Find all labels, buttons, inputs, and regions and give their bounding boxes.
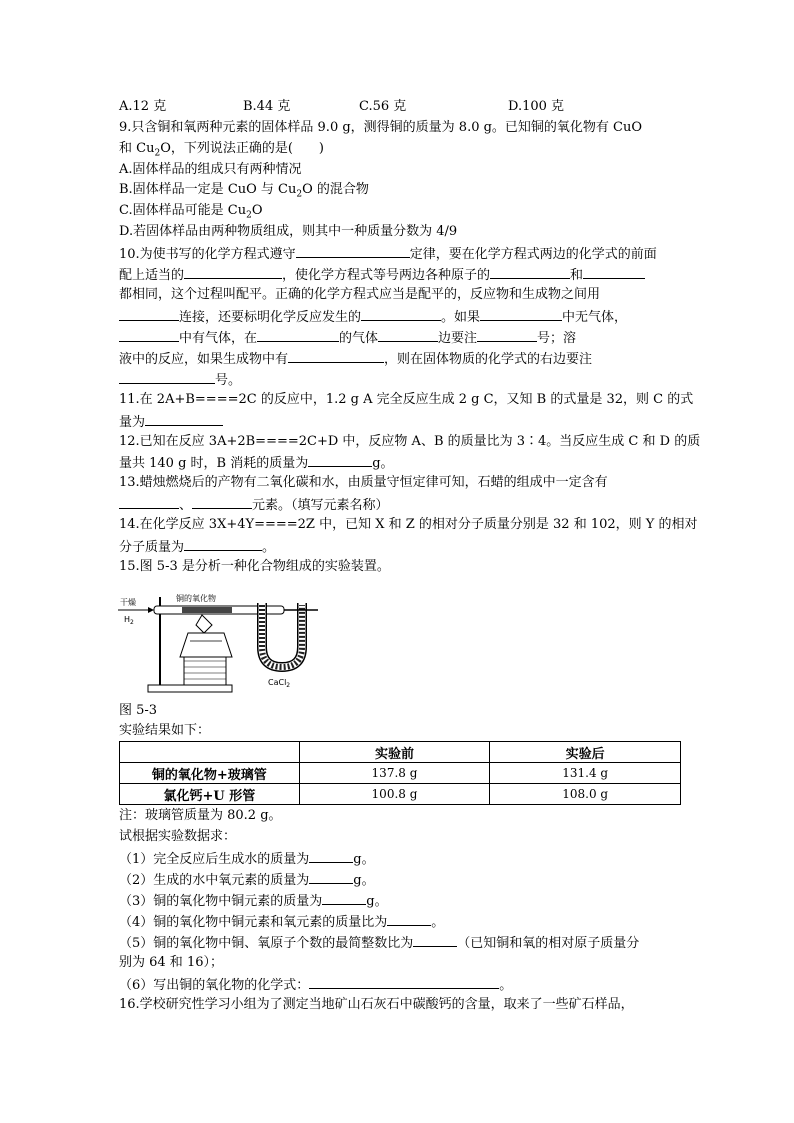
sub-question-2: （2）生成的水中氧元素的质量为 g。 — [119, 869, 375, 891]
q10-line4: 连接，还要标明化学反应发生的 。如果 中无气体， — [119, 306, 627, 328]
oxide-sample — [182, 607, 232, 613]
sub-question-3: （3）铜的氧化物中铜元素的质量为 g。 — [119, 890, 388, 912]
q10-line5: 中有气体，在 的气体 边要注 号；溶 — [119, 327, 576, 349]
q13-line2: 、 元素。（填写元素名称） — [119, 494, 389, 516]
table-row — [120, 784, 681, 805]
q10-line2: 配上适当的 ，使化学方程式等号两边各种原子的 和 — [119, 264, 645, 286]
q14-line1: 14.在化学反应 3X+4Y====2Z 中，已知 X 和 Z 的相对分子质量分别是 32 和 102，则 Y 的相对 — [119, 517, 698, 532]
result-intro: 实验结果如下： — [119, 723, 211, 738]
q13-line1: 13.蜡烛燃烧后的产物有二氧化碳和水，由质量守恒定律可知，石蜡的组成中一定含有 — [119, 475, 608, 490]
answer-blank[interactable] — [480, 306, 562, 321]
answer-blank[interactable] — [378, 327, 438, 342]
answer-blank[interactable] — [145, 411, 223, 426]
answer-blank[interactable] — [413, 932, 457, 947]
table-note: 注：玻璃管质量为 80.2 g。 — [119, 808, 282, 823]
table-cell: 100.8 g — [299, 784, 490, 805]
q8-option-a: A.12 克 — [119, 99, 167, 114]
q8-option-d: D.100 克 — [508, 99, 565, 114]
q8-option-c: C.56 克 — [359, 99, 407, 114]
q8-option-b: B.44 克 — [243, 99, 291, 114]
answer-blank[interactable] — [257, 327, 339, 342]
q15-title: 15.图 5-3 是分析一种化合物组成的实验装置。 — [119, 559, 390, 574]
answer-blank[interactable] — [477, 327, 537, 342]
row-label: 氯化钙+U 形管 — [120, 784, 300, 805]
q11-line2: 量为 — [119, 411, 223, 433]
q10-line3: 都相同，这个过程叫配平。正确的化学方程式应当是配平的，反应物和生成物之间用 — [119, 287, 601, 302]
q9-option-a: A.固体样品的组成只有两种情况 — [119, 162, 302, 177]
answer-blank[interactable] — [119, 306, 179, 321]
answer-blank[interactable] — [119, 327, 179, 342]
q9-option-c: C.固体样品可能是 $Cu_2O$ — [119, 203, 263, 221]
sub-question-6: （6）写出铜的氧化物的化学式： 。 — [119, 974, 512, 996]
q9-option-d: D.若固体样品由两种物质组成，则其中一种质量分数为 4/9 — [119, 224, 458, 239]
answer-blank[interactable] — [490, 264, 570, 279]
cacl2-label: CaCl$_2$ — [268, 678, 291, 689]
answer-blank[interactable] — [309, 848, 353, 863]
q12-line1: 12.已知在反应 3A+2B====2C+D 中，反应物 A、B 的质量比为 3∶4。当反应生成 C 和 D 的质 — [119, 434, 701, 449]
answer-blank[interactable] — [583, 264, 645, 279]
header-cell: 实验后 — [490, 742, 681, 763]
table-cell: 137.8 g — [299, 763, 490, 784]
table-header-row — [120, 742, 681, 763]
flame — [196, 615, 212, 633]
oxide-label: 铜的氧化物 — [176, 594, 216, 603]
answer-blank[interactable] — [322, 890, 366, 905]
q9-stem-line1: 9.只含铜和氧两种元素的固体样品 9.0 g，测得铜的质量为 8.0 g。已知铜的氧化物有 CuO — [119, 120, 643, 135]
answer-blank[interactable] — [184, 264, 282, 279]
answer-blank[interactable] — [309, 869, 353, 884]
table-row — [120, 763, 681, 784]
apparatus-figure — [118, 591, 323, 695]
table-cell: 131.4 g — [490, 763, 681, 784]
sub-question-5-cont: 别为 64 和 16）； — [119, 955, 223, 970]
sub-question-1: （1）完全反应后生成水的质量为 g。 — [119, 848, 375, 870]
row-label: 铜的氧化物+玻璃管 — [120, 763, 300, 784]
answer-blank[interactable] — [361, 306, 441, 321]
burner — [180, 633, 232, 657]
sub-question-4: （4）铜的氧化物中铜元素和氧元素的质量比为 。 — [119, 911, 444, 933]
q11-line1: 11.在 2A+B====2C 的反应中，1.2 g A 完全反应生成 2 g C，又知 B 的式量是 32，则 C 的式 — [119, 392, 694, 407]
q9-stem-line2: 和 $Cu_2O$，下列说法正确的是( ) — [119, 141, 324, 159]
answer-blank[interactable] — [119, 494, 179, 509]
answer-blank[interactable] — [308, 452, 372, 467]
arrow-head — [148, 607, 154, 613]
table-cell: 108.0 g — [490, 784, 681, 805]
stand-base — [148, 685, 232, 692]
q10-line6: 液中的反应，如果生成物中有 ，则在固体物质的化学式的右边要注 — [119, 348, 592, 370]
answer-blank[interactable] — [192, 494, 252, 509]
q12-line2: 量共 140 g 时，B 消耗的质量为 g。 — [119, 452, 394, 474]
answer-blank[interactable] — [309, 974, 499, 989]
q10-line7: 号。 — [119, 369, 241, 391]
h2-label: $H_2$ — [124, 615, 134, 626]
dry-label: 干燥 — [120, 598, 136, 607]
answer-blank[interactable] — [184, 536, 262, 551]
q10-line1: 10.为使书写的化学方程式遵守 定律，要在化学方程式两边的化学式的前面 — [119, 243, 657, 265]
ask-text: 试根据实验数据求： — [119, 829, 237, 844]
figure-caption: 图 5-3 — [119, 703, 158, 718]
answer-blank[interactable] — [296, 243, 410, 258]
answer-blank[interactable] — [119, 369, 215, 384]
answer-blank[interactable] — [387, 911, 431, 926]
answer-blank[interactable] — [288, 348, 384, 363]
q14-line2: 分子质量为 。 — [119, 536, 275, 558]
experiment-table — [119, 741, 681, 805]
header-cell — [120, 742, 300, 763]
q9-option-b: B.固体样品一定是 CuO 与 $Cu_2O$ 的混合物 — [119, 182, 369, 200]
header-cell: 实验前 — [299, 742, 490, 763]
sub-question-5: （5）铜的氧化物中铜、氧原子个数的最简整数比为 （已知铜和氧的相对原子质量分 — [119, 932, 639, 954]
q16-line1: 16.学校研究性学习小组为了测定当地矿山石灰石中碳酸钙的含量，取来了一些矿石样品， — [119, 997, 634, 1012]
